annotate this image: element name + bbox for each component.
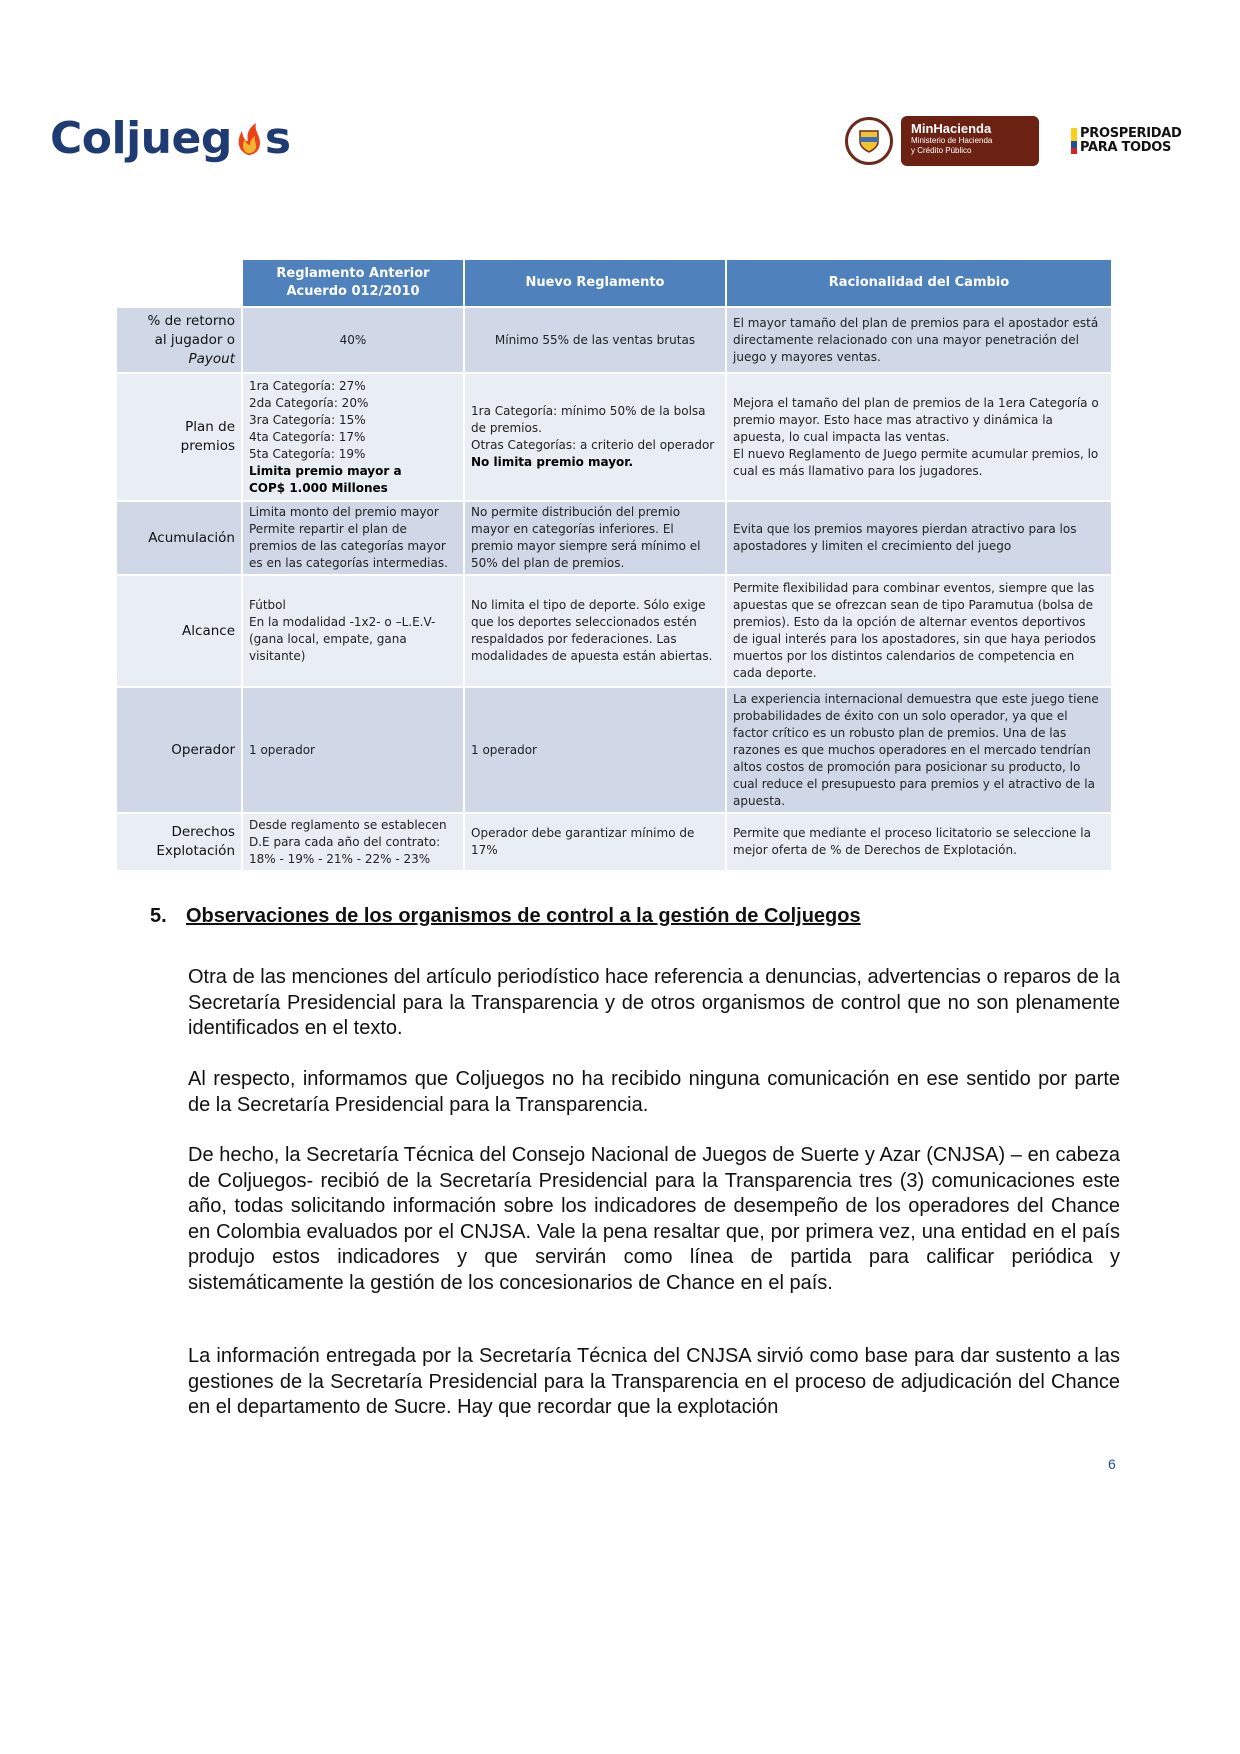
cell-line: Evita que los premios mayores pierdan atractivo para los: [733, 522, 1077, 536]
cell-line: probabilidades de éxito con un solo operador, ya que el: [733, 708, 1068, 723]
cell-line: En la modalidad -1x2- o –L.E.V-: [249, 615, 436, 629]
minhacienda-sub2: y Crédito Público: [911, 146, 972, 155]
cell-line: cual reduce el presupuesto para premios y el atractivo de la: [733, 776, 1095, 791]
table-cell-label: [116, 373, 242, 501]
table-cell-racionalidad: [726, 687, 1112, 813]
table-cell-nuevo: [464, 501, 726, 575]
table-cell-nuevo: [464, 687, 726, 813]
table-header-cell: Nuevo Reglamento: [464, 259, 726, 307]
logo-text-b: s: [264, 113, 291, 164]
paragraph-4: La información entregada por la Secretaría Técnica del CNJSA sirvió como base para dar sustento a las gestiones de la Secretaría Presidencial para la Transparencia en el proceso de adjudicación del Chance en el departamento de Sucre. Hay que recordar que la explotación: [188, 1345, 1120, 1419]
flame-icon: [234, 121, 264, 157]
table-cell-anterior: [242, 575, 464, 687]
cell-line: factor crítico es un robusto plan de premios. Una de las: [733, 725, 1067, 740]
cell-line: Otras Categorías: a criterio del operador: [471, 438, 715, 452]
cell-line: Desde reglamento se establecen: [249, 817, 447, 832]
cell-line: que los deportes seleccionados estén: [471, 615, 697, 629]
table-cell-racionalidad: [726, 813, 1112, 871]
cell-line: 17%: [471, 843, 498, 857]
cell-line: Limita premio mayor a: [249, 463, 402, 478]
table-row: [116, 575, 1112, 687]
cell-line: apuesta, lo cual impacta las ventas.: [733, 429, 950, 444]
cell-line: mejor oferta de % de Derechos de Explotación.: [733, 843, 1017, 857]
table-cell-label: [116, 501, 242, 575]
cell-line: visitante): [249, 649, 306, 663]
cell-line: 2da Categoría: 20%: [249, 395, 369, 410]
cell-line: 4ta Categoría: 17%: [249, 429, 366, 444]
table-header-cell: Reglamento Anterior Acuerdo 012/2010: [242, 259, 464, 307]
cell-line: de igual interés para los apostadores, sin que haya periodos: [733, 632, 1096, 646]
table-cell-nuevo: [464, 307, 726, 373]
table-cell-anterior: [242, 501, 464, 575]
cell-line: al jugador o: [154, 331, 235, 348]
minhacienda-logo: [901, 116, 1039, 166]
cell-line: 1ra Categoría: mínimo 50% de la bolsa: [471, 404, 706, 418]
government-logos: [845, 116, 1182, 166]
cell-line: No limita premio mayor.: [471, 455, 634, 469]
table-header-cell: [116, 259, 242, 307]
table-cell-label: [116, 307, 242, 373]
cell-line: COP$ 1.000 Millones: [249, 480, 388, 495]
cell-line: Explotación: [156, 843, 235, 859]
table-cell-label: [116, 813, 242, 871]
cell-line: 1 operador: [249, 742, 315, 757]
cell-line: Mínimo 55% de las ventas brutas: [494, 332, 696, 347]
cell-line: altos costos de promoción para posicionar su producto, lo: [733, 759, 1081, 774]
cell-line: Mejora el tamaño del plan de premios de la 1era Categoría o: [733, 395, 1099, 410]
cell-line: Operador: [171, 741, 235, 758]
cell-line: Alcance: [182, 622, 235, 639]
table-row: [116, 373, 1112, 501]
cell-line: premios: [180, 438, 235, 454]
cell-line: 1ra Categoría: 27%: [249, 378, 366, 393]
regulation-comparison-table: [115, 258, 1113, 872]
prosperidad-logo: [1071, 127, 1182, 155]
cell-line: respaldados por federaciones. Las: [471, 632, 677, 646]
cell-line: El mayor tamaño del plan de premios para el apostador está: [733, 315, 1099, 330]
cell-line: premios). Esto da la opción de alternar eventos deportivos: [733, 615, 1086, 629]
cell-line: modalidades de apuesta están abiertas.: [471, 649, 713, 663]
paragraph-2: Al respecto, informamos que Coljuegos no ha recibido ninguna comunicación en ese sentido por parte de la Secretaría Presidencial para la Transparencia.: [188, 1068, 1120, 1116]
table-cell-anterior: [242, 687, 464, 813]
logo-text-a: Coljueg: [50, 113, 232, 164]
cell-line: No limita el tipo de deporte. Sólo exige: [471, 598, 706, 612]
table-cell-nuevo: [464, 813, 726, 871]
table-row: [116, 501, 1112, 575]
section-number: 5.: [150, 905, 167, 927]
cell-line: de premios.: [471, 421, 542, 435]
table-row: [116, 687, 1112, 813]
minhacienda-sub1: Ministerio de Hacienda: [911, 136, 993, 145]
paragraph-3: De hecho, la Secretaría Técnica del Consejo Nacional de Juegos de Suerte y Azar (CNJSA) – en cabeza de Coljuegos- recibió de la Secretaría Presidencial para la Transparencia tres (3) comunicaciones este año, todas solicitando información sobre los indicadores de desempeño de los operadores del Chance en Colombia evaluados por el CNJSA. Vale la pena resaltar que, por primera vez, una entidad en el país produjo estos indicadores y que servirán como línea de partida para calificar periódica y sistemáticamente la gestión de los concesionarios de Chance en el país.: [188, 1144, 1120, 1294]
table-cell-racionalidad: [726, 501, 1112, 575]
cell-line: No permite distribución del premio: [471, 505, 681, 519]
cell-line: Limita monto del premio mayor: [249, 505, 439, 519]
cell-line: Fútbol: [249, 598, 286, 612]
cell-line: Permite que mediante el proceso licitatorio se seleccione la: [733, 826, 1091, 840]
colombia-seal-icon: [845, 117, 893, 165]
table-header-cell: Racionalidad del Cambio: [726, 259, 1112, 307]
table-cell-racionalidad: [726, 575, 1112, 687]
cell-line: 3ra Categoría: 15%: [249, 412, 366, 427]
table-row: [116, 813, 1112, 871]
colombia-flag-icon: [1071, 128, 1077, 154]
cell-line: 5ta Categoría: 19%: [249, 446, 366, 461]
cell-line: mayor en categorías inferiores. El: [471, 522, 674, 536]
section-heading: [150, 905, 861, 928]
cell-line: premio mayor. Esto hace mas atractivo y dinámica la: [733, 412, 1053, 427]
cell-line: apuestas que se ofrezcan sean de tipo Paramutua (bolsa de: [733, 598, 1094, 612]
cell-line: El nuevo Reglamento de Juego permite acumular premios, lo: [733, 446, 1099, 461]
minhacienda-title: MinHacienda: [911, 121, 992, 136]
cell-line: apostadores y limiten el crecimiento del juego: [733, 539, 1012, 553]
cell-line: (gana local, empate, gana: [249, 632, 407, 646]
table-cell-label: [116, 687, 242, 813]
cell-line: muertos por los distintos calendarios de competencia en: [733, 649, 1075, 663]
coljuegos-logo: [50, 113, 291, 164]
cell-line: 1 operador: [471, 742, 537, 757]
cell-line: apuesta.: [733, 793, 786, 808]
cell-line: Permite flexibilidad para combinar eventos, siempre que las: [733, 581, 1095, 595]
table-cell-racionalidad: [726, 307, 1112, 373]
table-cell-anterior: [242, 373, 464, 501]
cell-line: razones es que muchos operadores en el mercado tendrían: [733, 742, 1091, 757]
cell-line: Operador debe garantizar mínimo de: [471, 826, 695, 840]
cell-line: premios de las categorías mayor: [249, 539, 446, 553]
table-cell-label: [116, 575, 242, 687]
cell-line: 50% del plan de premios.: [471, 556, 625, 570]
cell-line: % de retorno: [147, 312, 235, 329]
cell-line: es en las categorías intermedias.: [249, 556, 448, 570]
cell-line: directamente relacionado con una mayor penetración del: [733, 332, 1079, 347]
cell-line: 40%: [339, 332, 367, 347]
cell-line: juego y mayores ventas.: [733, 349, 881, 364]
cell-line: cual es más llamativo para los jugadores.: [733, 463, 983, 478]
paragraph-1: Otra de las menciones del artículo periodístico hace referencia a denuncias, advertencias o reparos de la Secretaría Presidencial para la Transparencia y de otros organismos de control que no son plenamente identificados en el texto.: [188, 966, 1120, 1040]
cell-line: Payout: [188, 350, 235, 367]
table-cell-racionalidad: [726, 373, 1112, 501]
prosperidad-line1: PROSPERIDAD: [1080, 126, 1182, 141]
cell-line: Permite repartir el plan de: [249, 522, 407, 536]
prosperidad-line2: PARA TODOS: [1080, 140, 1172, 155]
cell-line: 18% - 19% - 21% - 22% - 23%: [249, 851, 431, 866]
section-title: Observaciones de los organismos de control a la gestión de Coljuegos: [186, 905, 861, 927]
table-row: [116, 307, 1112, 373]
table-cell-anterior: [242, 813, 464, 871]
cell-line: cada deporte.: [733, 666, 817, 680]
table-cell-nuevo: [464, 575, 726, 687]
cell-line: premio mayor siempre será mínimo el: [471, 539, 701, 553]
table-header-row: [116, 259, 1112, 307]
cell-line: D.E para cada año del contrato:: [249, 834, 441, 849]
cell-line: Acumulación: [148, 529, 235, 546]
cell-line: La experiencia internacional demuestra que este juego tiene: [733, 691, 1099, 706]
cell-line: Derechos: [171, 824, 235, 840]
table-cell-nuevo: [464, 373, 726, 501]
table-cell-anterior: [242, 307, 464, 373]
cell-line: Plan de: [185, 419, 235, 435]
page-number: 6: [1108, 1456, 1116, 1472]
